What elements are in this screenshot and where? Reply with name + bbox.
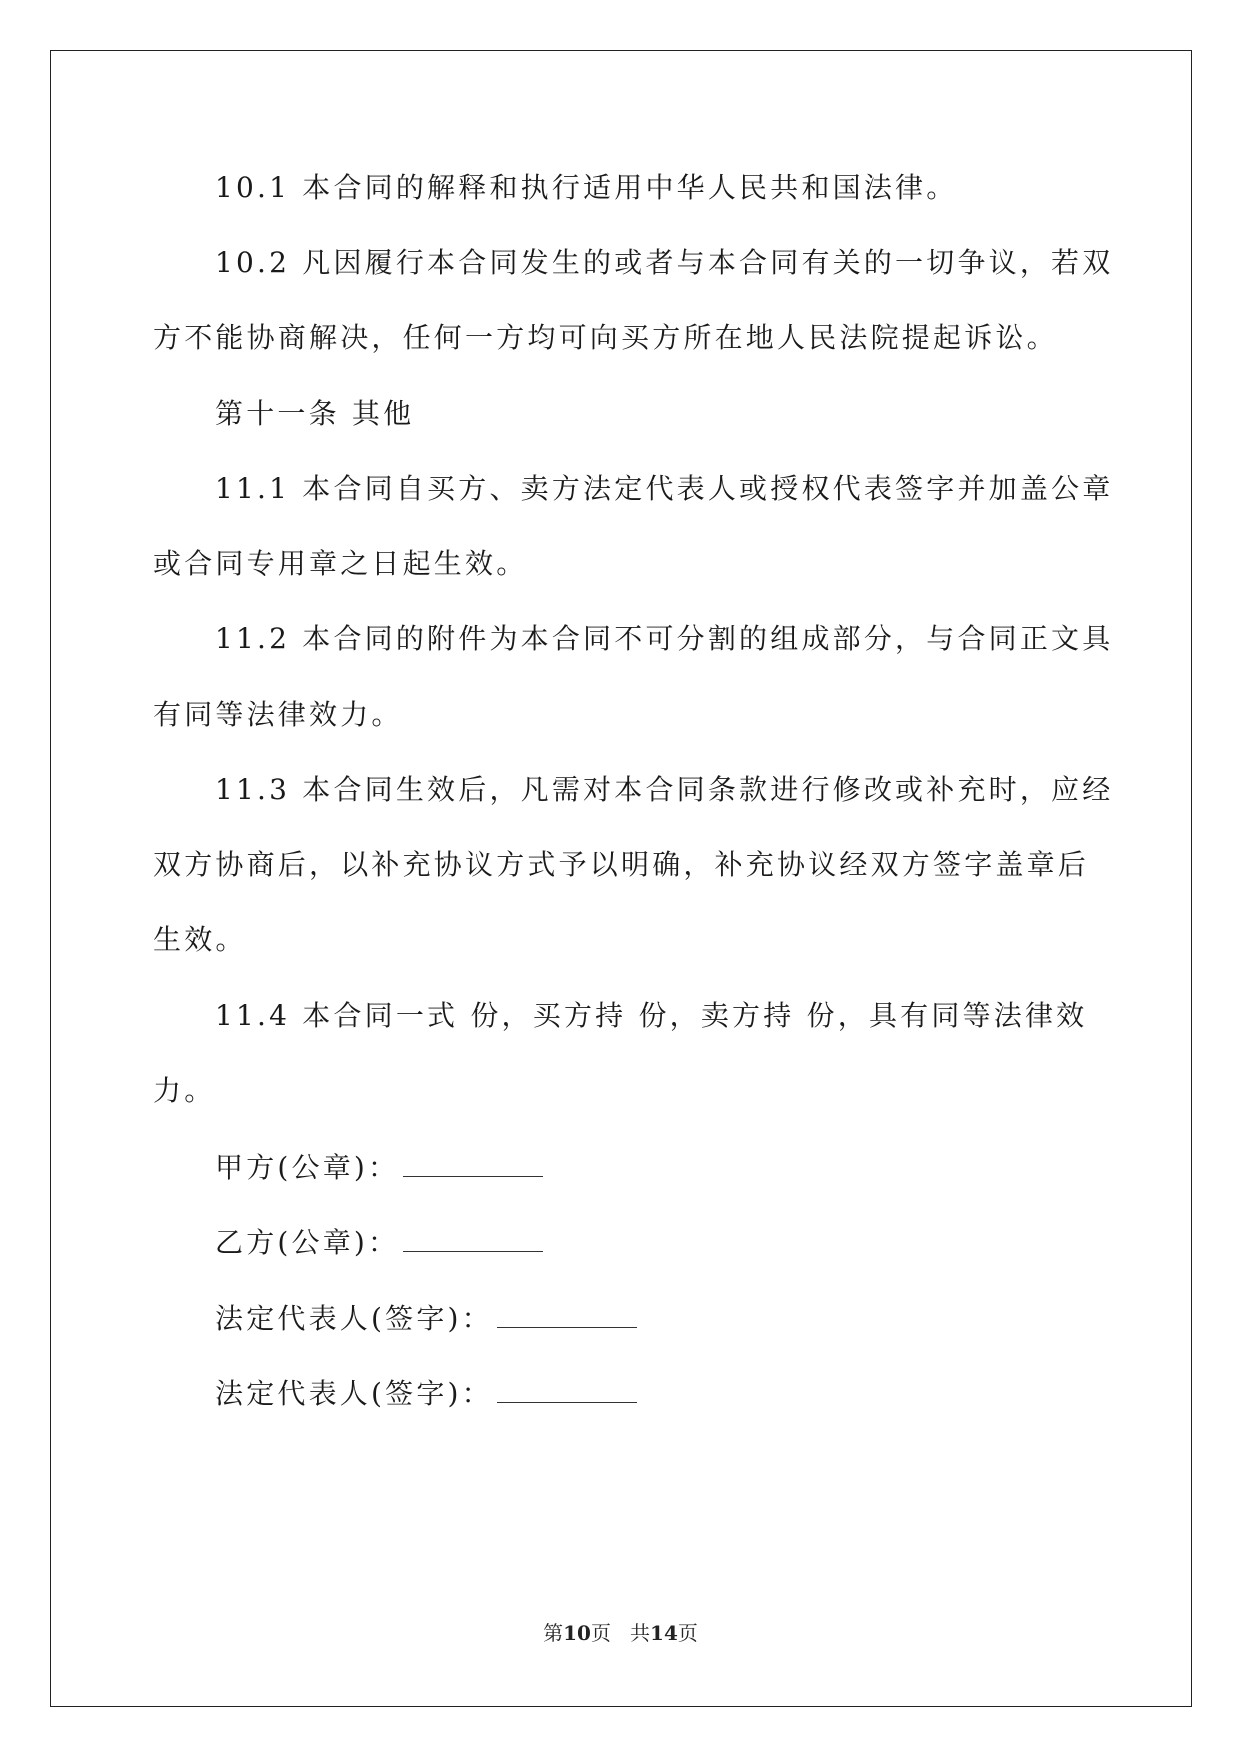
clause-11-1-line-1: 11.1 本合同自买方、卖方法定代表人或授权代表签字并加盖公章 (215, 472, 1114, 505)
signature-rep-2 (215, 1372, 1155, 1414)
clause-11-3-line-2: 双方协商后，以补充协议方式予以明确，补充协议经双方签字盖章后 (153, 848, 1090, 881)
clause-11-2-line-2: 有同等法律效力。 (153, 698, 403, 731)
signature-party-b (215, 1221, 1155, 1263)
signature-party-a-label: 甲方(公章)： (215, 1151, 400, 1184)
clause-11-4-line-1: 11.4 本合同一式 份，买方持 份，卖方持 份，具有同等法律效 (215, 999, 1088, 1032)
page-footer (0, 1620, 1241, 1646)
footer-prefix: 第 (543, 1621, 564, 1645)
clause-11-3-line-1: 11.3 本合同生效后，凡需对本合同条款进行修改或补充时，应经 (215, 773, 1114, 806)
signature-rep-1-label: 法定代表人(签字)： (215, 1302, 493, 1335)
clause-11-3-line-3: 生效。 (153, 923, 247, 956)
signature-party-b-label: 乙方(公章)： (215, 1226, 400, 1259)
footer-total-suffix: 页 (677, 1621, 698, 1645)
article-11-heading: 第十一条 其他 (215, 397, 415, 430)
clause-10-2-line-2: 方不能协商解决，任何一方均可向买方所在地人民法院提起诉讼。 (153, 321, 1058, 354)
clause-11-4-line-2: 力。 (153, 1074, 216, 1107)
clause-11-1-line-2: 或合同专用章之日起生效。 (153, 547, 528, 580)
footer-page-suffix: 页 (590, 1621, 611, 1645)
clause-11-2-line-1: 11.2 本合同的附件为本合同不可分割的组成部分，与合同正文具 (215, 622, 1114, 655)
footer-current-page: 10 (563, 1621, 591, 1645)
footer-total-prefix: 共 (630, 1621, 651, 1645)
signature-rep-2-blank (497, 1372, 637, 1403)
signature-rep-1-blank (497, 1297, 637, 1328)
signature-party-a (215, 1146, 1155, 1188)
clause-10-2-line-1: 10.2 凡因履行本合同发生的或者与本合同有关的一切争议，若双 (215, 246, 1114, 279)
clause-10-1: 10.1 本合同的解释和执行适用中华人民共和国法律。 (215, 171, 958, 204)
signature-party-a-blank (403, 1146, 543, 1177)
signature-party-b-blank (403, 1221, 543, 1252)
signature-rep-1 (215, 1297, 1155, 1339)
signature-rep-2-label: 法定代表人(签字)： (215, 1377, 493, 1410)
footer-total-pages: 14 (650, 1621, 678, 1645)
